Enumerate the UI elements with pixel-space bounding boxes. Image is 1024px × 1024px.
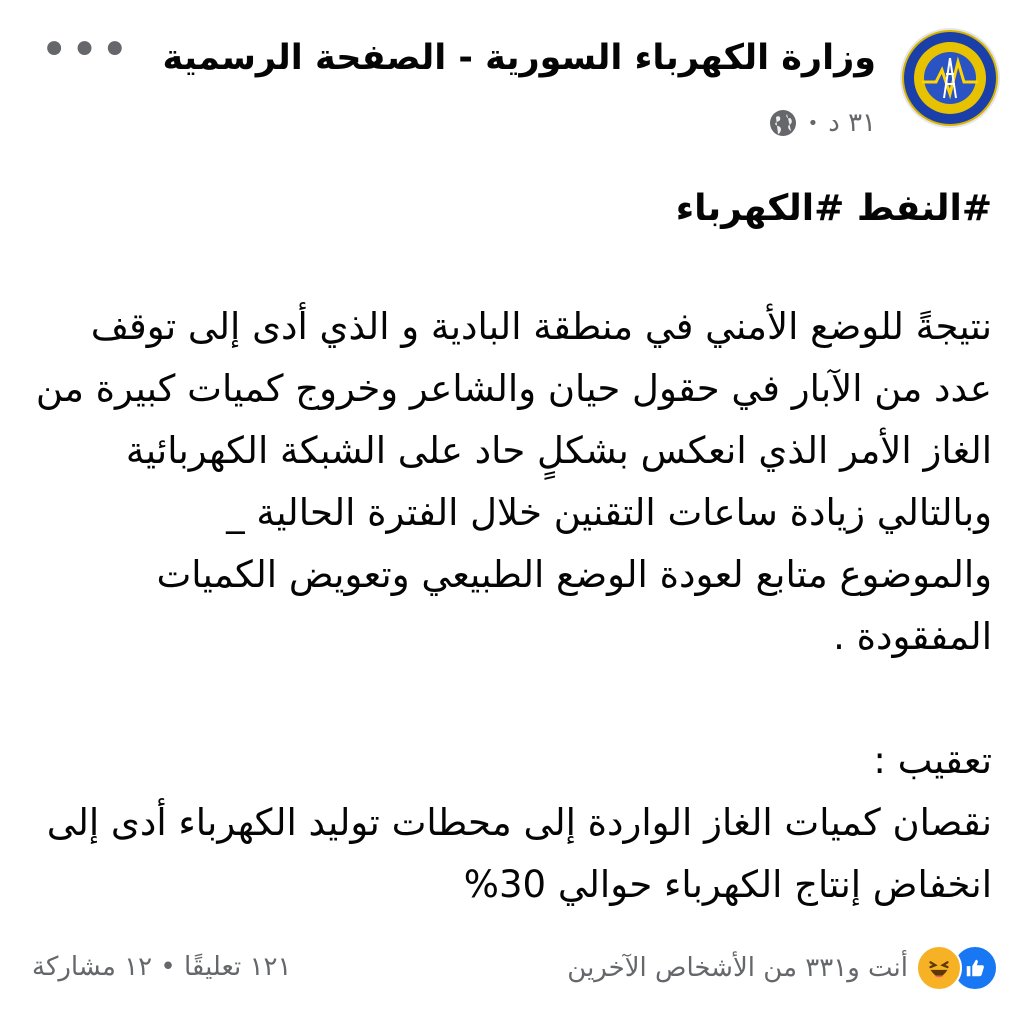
post-line: نقصان كميات الغاز الواردة إلى محطات توليد الكهرباء أدى إلى bbox=[46, 801, 992, 844]
ministry-logo-icon bbox=[902, 30, 998, 126]
reactions-text: أنت و٣٣١ من الأشخاص الآخرين bbox=[567, 953, 908, 983]
post-line: والموضوع متابع لعودة الوضع الطبيعي وتعويض الكميات bbox=[156, 553, 992, 596]
more-options-icon[interactable]: ••• bbox=[40, 22, 131, 78]
page-name-link[interactable]: وزارة الكهرباء السورية - الصفحة الرسمية bbox=[162, 38, 876, 78]
post-time[interactable]: ٣١ د bbox=[828, 108, 876, 138]
meta-separator: • bbox=[807, 112, 819, 134]
post-paragraph-main bbox=[32, 296, 992, 668]
post-line: المفقودة . bbox=[833, 615, 992, 658]
post-line: انخفاض إنتاج الكهرباء حوالي 30% bbox=[463, 863, 992, 906]
page-avatar[interactable] bbox=[902, 30, 998, 126]
post-line: الغاز الأمر الذي انعكس بشكلٍ حاد على الشبكة الكهربائية bbox=[125, 429, 992, 472]
post-line: وبالتالي زيادة ساعات التقنين خلال الفترة الحالية _ bbox=[226, 491, 992, 534]
post-paragraph-comment bbox=[32, 730, 992, 916]
post-line: عدد من الآبار في حقول حيان والشاعر وخروج كميات كبيرة من bbox=[35, 367, 992, 410]
post-line: تعقيب : bbox=[873, 739, 992, 782]
globe-icon[interactable] bbox=[768, 108, 798, 138]
post-meta bbox=[768, 108, 876, 138]
comments-shares-count[interactable]: ١٢١ تعليقًا • ١٢ مشاركة bbox=[32, 952, 292, 982]
reaction-icons bbox=[916, 945, 998, 991]
haha-reaction-icon bbox=[916, 945, 962, 991]
post-line: نتيجةً للوضع الأمني في منطقة البادية و الذي أدى إلى توقف bbox=[90, 305, 992, 348]
reactions-summary[interactable] bbox=[567, 945, 998, 991]
post-hashtags[interactable]: #النفط #الكهرباء bbox=[675, 188, 992, 229]
